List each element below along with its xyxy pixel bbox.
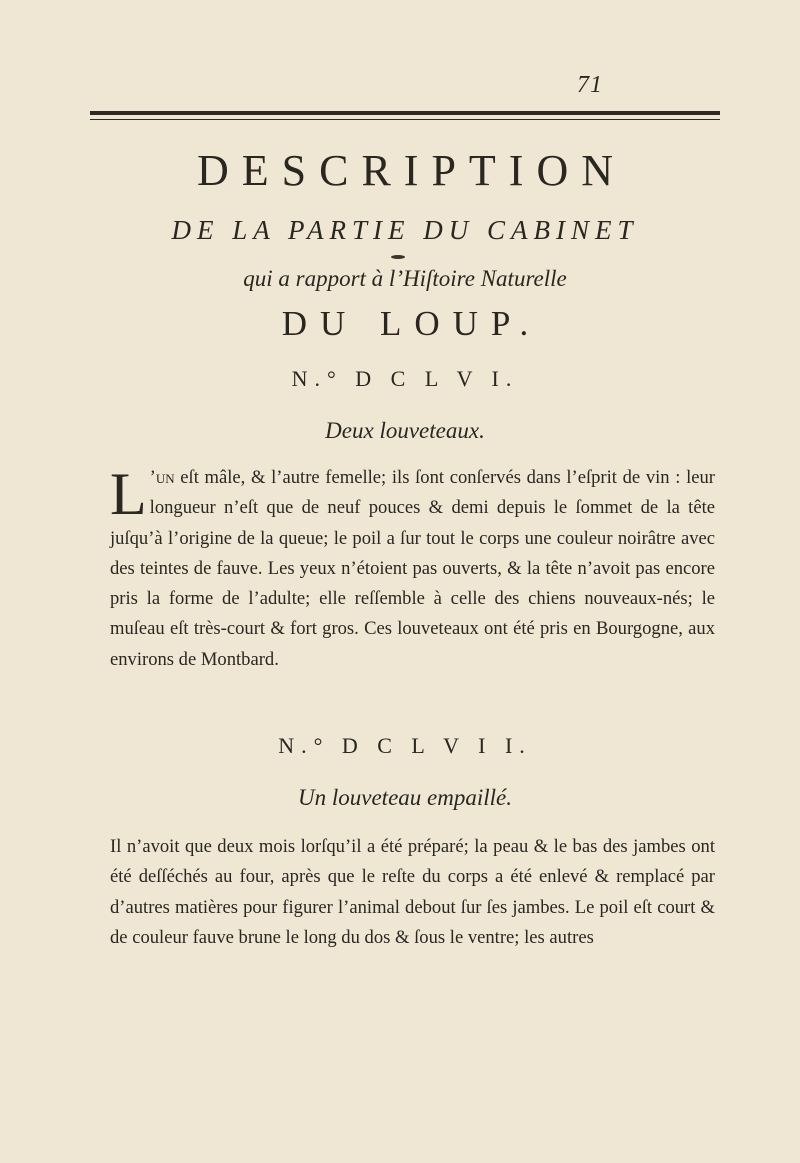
page-title: DESCRIPTION: [196, 146, 627, 195]
lead-small-caps: ’un: [149, 467, 175, 488]
entry-paragraph: [110, 463, 715, 675]
ornament-mark: [391, 255, 405, 259]
subtitle-line-1: DE LA PARTIE DU CABINET: [171, 215, 639, 245]
header-rule-thin: [90, 119, 720, 120]
drop-cap: L: [110, 461, 147, 527]
subject-heading: DU LOUP.: [281, 304, 542, 343]
entry-title: Deux louveteaux.: [325, 418, 485, 443]
entry-number: N.° D C L V I.: [291, 366, 519, 391]
entry-title: Un louveteau empaillé.: [298, 785, 512, 810]
entry-paragraph: Il n’avoit que deux mois lorſqu’il a été préparé; la peau & le bas des jambes ont été deſſéchés au four, après que le reſte du corps a été enlevé & remplacé par d’autres matières pour figurer l’animal debout ſur ſes jambes. Le poil eſt court & de couleur fauve brune le long du dos & ſous le ventre; les autres: [110, 836, 715, 948]
header-rule-thick: [90, 111, 720, 115]
page-number: 71: [577, 72, 603, 98]
subtitle-line-2: qui a rapport à l’Hiſtoire Naturelle: [243, 266, 567, 291]
paragraph-text: eſt mâle, & l’autre femelle; ils ſont conſervés dans l’eſprit de vin : leur longueur n’eſt que de neuf pouces & demi depuis le ſommet de la tête juſqu’à l’origine de la queue; le poil a ſur tout le corps une couleur noirâtre avec des teintes de fauve. Les yeux n’étoient pas ouverts, & la tête n’avoit pas encore pris la forme de l’adulte; elle reſſemble à celle des chiens nouveaux-nés; le muſeau eſt très-court & fort gros. Ces louveteaux ont été pris en Bourgogne, aux environs de Montbard.: [110, 467, 715, 670]
entry-number: N.° D C L V I I.: [278, 733, 532, 758]
